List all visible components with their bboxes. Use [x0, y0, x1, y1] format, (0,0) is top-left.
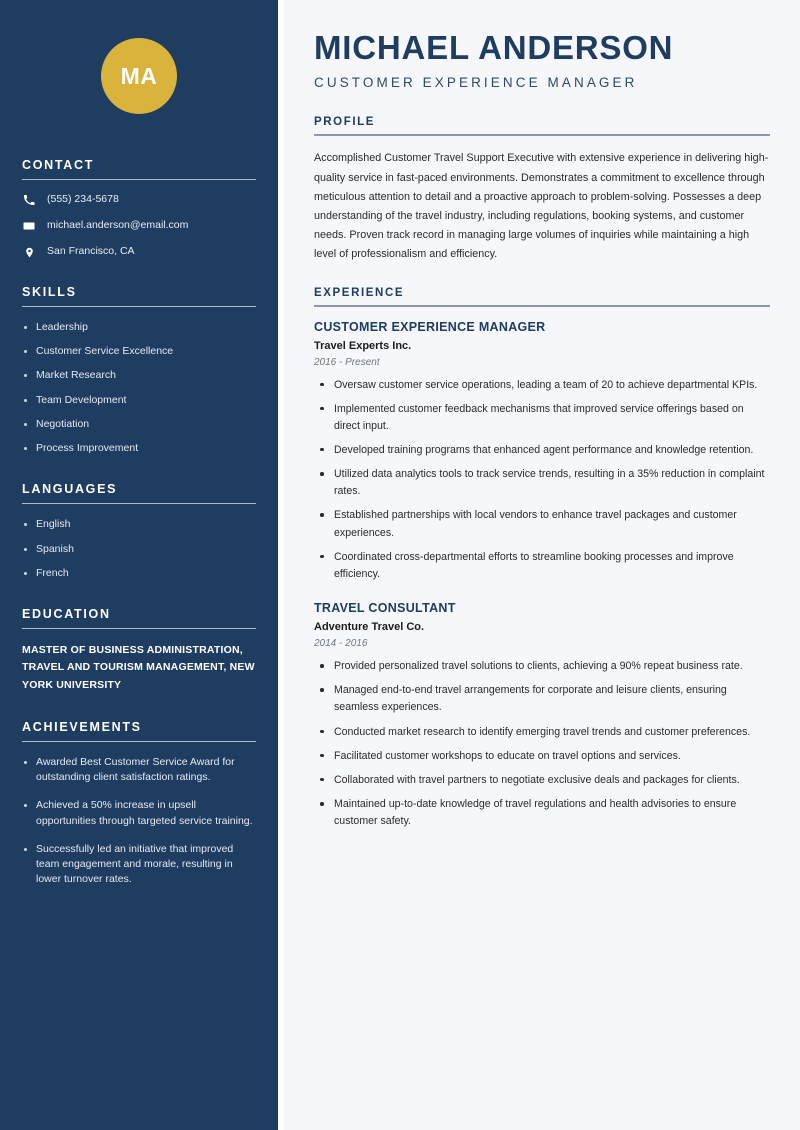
- headline-job-title: CUSTOMER EXPERIENCE MANAGER: [314, 75, 638, 91]
- divider: [22, 628, 256, 629]
- divider: [22, 503, 256, 504]
- sidebar-heading-contact: CONTACT: [22, 158, 95, 172]
- avatar: MA: [101, 38, 177, 114]
- list-item: Collaborated with travel partners to negotiate exclusive deals and packages for clients.: [314, 772, 770, 789]
- list-item: Negotiation: [22, 417, 256, 432]
- sidebar-section-education: [22, 607, 256, 694]
- list-item: Developed training programs that enhanced agent performance and knowledge retention.: [314, 442, 770, 459]
- job-company: Adventure Travel Co.: [314, 621, 425, 634]
- list-item: Spanish: [22, 542, 256, 557]
- list-item: Utilized data analytics tools to track service trends, resulting in a 35% reduction in complaint rates.: [314, 466, 770, 500]
- divider: [22, 741, 256, 742]
- job-bullets: [314, 658, 770, 830]
- sidebar-heading-languages: LANGUAGES: [22, 482, 118, 497]
- experience-entry: [314, 601, 770, 830]
- contact-value-email: michael.anderson@email.com: [47, 219, 189, 232]
- list-item: Successfully led an initiative that improved team engagement and morale, resulting in lower turnover rates.: [22, 842, 256, 888]
- languages-list: [22, 517, 256, 581]
- contact-row-email[interactable]: [22, 219, 256, 233]
- envelope-icon: [22, 219, 36, 233]
- list-item: Implemented customer feedback mechanisms that improved service offerings based on direct input.: [314, 401, 770, 435]
- experience-entry: [314, 320, 770, 584]
- section-heading-experience: EXPERIENCE: [314, 286, 405, 299]
- main-content: [284, 0, 800, 1130]
- sidebar-section-contact: [22, 158, 256, 259]
- achievements-list: [22, 755, 256, 888]
- contact-value-location: San Francisco, CA: [47, 245, 135, 258]
- sidebar-heading-skills: SKILLS: [22, 285, 77, 299]
- skills-list: [22, 320, 256, 456]
- sidebar-heading-education: EDUCATION: [22, 606, 111, 621]
- list-item: Coordinated cross-departmental efforts to streamline booking processes and improve efficiency.: [314, 549, 770, 583]
- list-item: Provided personalized travel solutions to clients, achieving a 90% repeat business rate.: [314, 658, 770, 675]
- job-role: CUSTOMER EXPERIENCE MANAGER: [314, 319, 546, 334]
- map-pin-icon: [22, 245, 36, 259]
- list-item: Maintained up-to-date knowledge of travel regulations and health advisories to ensure customer safety.: [314, 796, 770, 830]
- list-item: Process Improvement: [22, 441, 256, 456]
- list-item: Conducted market research to identify emerging travel trends and customer preferences.: [314, 724, 770, 741]
- list-item: Market Research: [22, 368, 256, 383]
- job-company: Travel Experts Inc.: [314, 339, 412, 352]
- list-item: Facilitated customer workshops to educate on travel options and services.: [314, 748, 770, 765]
- list-item: Customer Service Excellence: [22, 344, 256, 359]
- contact-row-location[interactable]: [22, 245, 256, 259]
- section-experience: [314, 287, 770, 831]
- sidebar-section-languages: [22, 482, 256, 581]
- section-profile: [314, 116, 770, 264]
- job-dates: 2016 - Present: [314, 356, 380, 368]
- divider: [22, 306, 256, 307]
- list-item: Team Development: [22, 393, 256, 408]
- job-role: TRAVEL CONSULTANT: [314, 601, 456, 616]
- contact-value-phone: (555) 234-5678: [47, 193, 119, 206]
- phone-icon: [22, 193, 36, 207]
- education-entry: MASTER OF BUSINESS ADMINISTRATION, TRAVEL AND TOURISM MANAGEMENT, NEW YORK UNIVERSITY: [22, 643, 255, 691]
- list-item: Awarded Best Customer Service Award for outstanding client satisfaction ratings.: [22, 755, 256, 785]
- divider: [22, 179, 256, 180]
- profile-text: Accomplished Customer Travel Support Executive with extensive experience in delivering high-quality service in fast-paced environments. Demonstrates a commitment to excellence through meticulous attention to detail and a proactive approach to problem-solving. Possesses a deep understanding of the travel industry, including regulations, booking systems, and customer needs. Proven track record in managing large volumes of inquiries while maintaining a high level of professionalism and efficiency.: [314, 152, 769, 261]
- list-item: Managed end-to-end travel arrangements for corporate and leisure clients, ensuring seamless experiences.: [314, 682, 770, 716]
- contact-row-phone[interactable]: [22, 193, 256, 207]
- list-item: English: [22, 517, 256, 532]
- avatar-container: [22, 0, 256, 158]
- sidebar-section-achievements: [22, 720, 256, 888]
- list-item: Leadership: [22, 320, 256, 335]
- sidebar-heading-achievements: ACHIEVEMENTS: [22, 719, 142, 734]
- divider: [314, 134, 770, 136]
- list-item: Achieved a 50% increase in upsell opportunities through targeted service training.: [22, 798, 256, 828]
- list-item: Oversaw customer service operations, leading a team of 20 to achieve departmental KPIs.: [314, 377, 770, 394]
- job-dates: 2014 - 2016: [314, 638, 368, 650]
- job-bullets: [314, 377, 770, 584]
- list-item: Established partnerships with local vendors to enhance travel packages and customer experiences.: [314, 507, 770, 541]
- sidebar: [0, 0, 278, 1130]
- list-item: French: [22, 566, 256, 581]
- page-title: MICHAEL ANDERSON: [314, 29, 674, 66]
- sidebar-section-skills: [22, 285, 256, 456]
- divider: [314, 305, 770, 307]
- section-heading-profile: PROFILE: [314, 116, 376, 129]
